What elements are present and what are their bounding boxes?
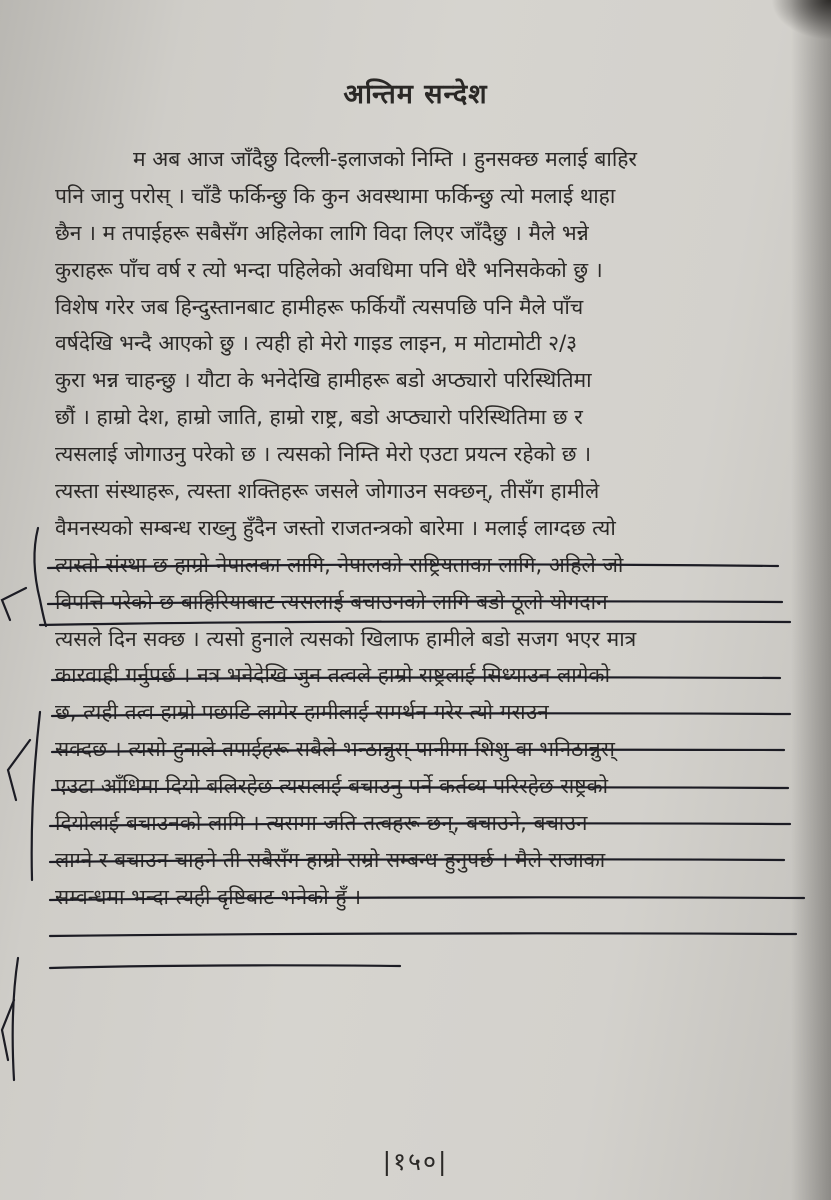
- text-line: छौं । हाम्रो देश, हाम्रो जाति, हाम्रो राष्ट्र, बडो अप्ठ्यारो परिस्थितिमा छ र: [55, 405, 583, 430]
- text-line: वर्षदेखि भन्दै आएको छु । त्यही हो मेरो गाइड लाइन, म मोटामोटी २/३: [55, 331, 578, 356]
- text-line: त्यसलाई जोगाउनु परेको छ । त्यसको निम्ति मेरो एउटा प्रयत्न रहेको छ ।: [55, 442, 592, 467]
- body-paragraph: [55, 141, 775, 916]
- page-number: |१५०|: [382, 1147, 449, 1176]
- bracket-mark: [2, 588, 26, 620]
- page-edge-shadow: [791, 0, 831, 1200]
- text-line: कुरा भन्न चाहन्छु । यौटा के भनेदेखि हामीहरू बडो अप्ठ्यारो परिस्थितिमा: [55, 368, 592, 393]
- page-corner-shadow: [771, 0, 831, 40]
- text-line: लाग्ने र बचाउन चाहने ती सबैसँग हाम्रो राम्रो सम्बन्ध हुनुपर्छ । मैले राजाका: [55, 847, 606, 872]
- text-line: वैमनस्यको सम्बन्ध राख्नु हुँदैन जस्तो राजतन्त्रको बारेमा । मलाई लाग्दछ त्यो: [55, 515, 616, 540]
- underline-mark: [50, 965, 400, 968]
- text-line: विपत्ति परेको छ बाहिरियाबाट त्यसलाई बचाउनको लागि बडो ठूलो योगदान: [55, 589, 608, 614]
- text-line: त्यसले दिन सक्छ । त्यसो हुनाले त्यसको खिलाफ हामीले बडो सजग भएर मात्र: [55, 626, 637, 651]
- text-line: एउटा आँधिमा दियो बलिरहेछ त्यसलाई बचाउनु पर्ने कर्तव्य परिरहेछ राष्ट्रको: [55, 774, 609, 799]
- page-title: अन्तिम सन्देश: [343, 79, 488, 110]
- text-line: कुराहरू पाँच वर्ष र त्यो भन्दा पहिलेको अवधिमा पनि धेरै भनिसकेको छु ।: [55, 257, 603, 282]
- bracket-mark: [34, 528, 46, 626]
- text-line: म अब आज जाँदैछु दिल्ली-इलाजको निम्ति । हुनसक्छ मलाई बाहिर: [133, 147, 638, 171]
- bracket-mark: [13, 958, 18, 1080]
- text-line: सक्दछ । त्यसो हुनाले तपाईहरू सबैले भन्ठान्नुस् पानीमा शिशु वा भनिठान्नुस्: [55, 737, 615, 762]
- text-line: त्यस्ता संस्थाहरू, त्यस्ता शक्तिहरू जसले जोगाउन सक्छन्, तीसँग हामीले: [55, 479, 600, 504]
- text-line: त्यस्तो संस्था छ हाम्रो नेपालका लागि, नेपालको राष्ट्रियताका लागि, अहिले जो: [55, 552, 624, 577]
- text-line: पनि जानु परोस् । चाँडै फर्किन्छु कि कुन अवस्थामा फर्किन्छु त्यो मलाई थाहा: [55, 183, 616, 208]
- bracket-mark: [2, 1000, 14, 1060]
- bracket-mark: [32, 712, 40, 880]
- text-line: कारवाही गर्नुपर्छ । नत्र भनेदेखि जुन तत्वले हाम्रो राष्ट्रलाई सिध्याउन लागेको: [55, 663, 611, 688]
- text-line: सम्वन्धमा भन्दा त्यही दृष्टिबाट भनेको हुँ ।: [55, 884, 362, 909]
- underline-mark: [50, 933, 796, 936]
- text-line: छ, त्यही तत्व हाम्रो पछाडि लागेर हामीलाई समर्थन गरेर त्यो गराउन: [55, 700, 549, 725]
- bracket-mark: [8, 740, 30, 800]
- text-line: दियोलाई बचाउनको लागि । त्यसमा जति तत्वहरू छन्, बचाउने, बचाउन: [55, 811, 588, 836]
- text-line: छैन । म तपाईहरू सबैसँग अहिलेका लागि विदा लिएर जाँदैछु । मैले भन्ने: [55, 220, 589, 245]
- text-line: विशेष गरेर जब हिन्दुस्तानबाट हामीहरू फर्कियौं त्यसपछि पनि मैले पाँच: [55, 294, 584, 319]
